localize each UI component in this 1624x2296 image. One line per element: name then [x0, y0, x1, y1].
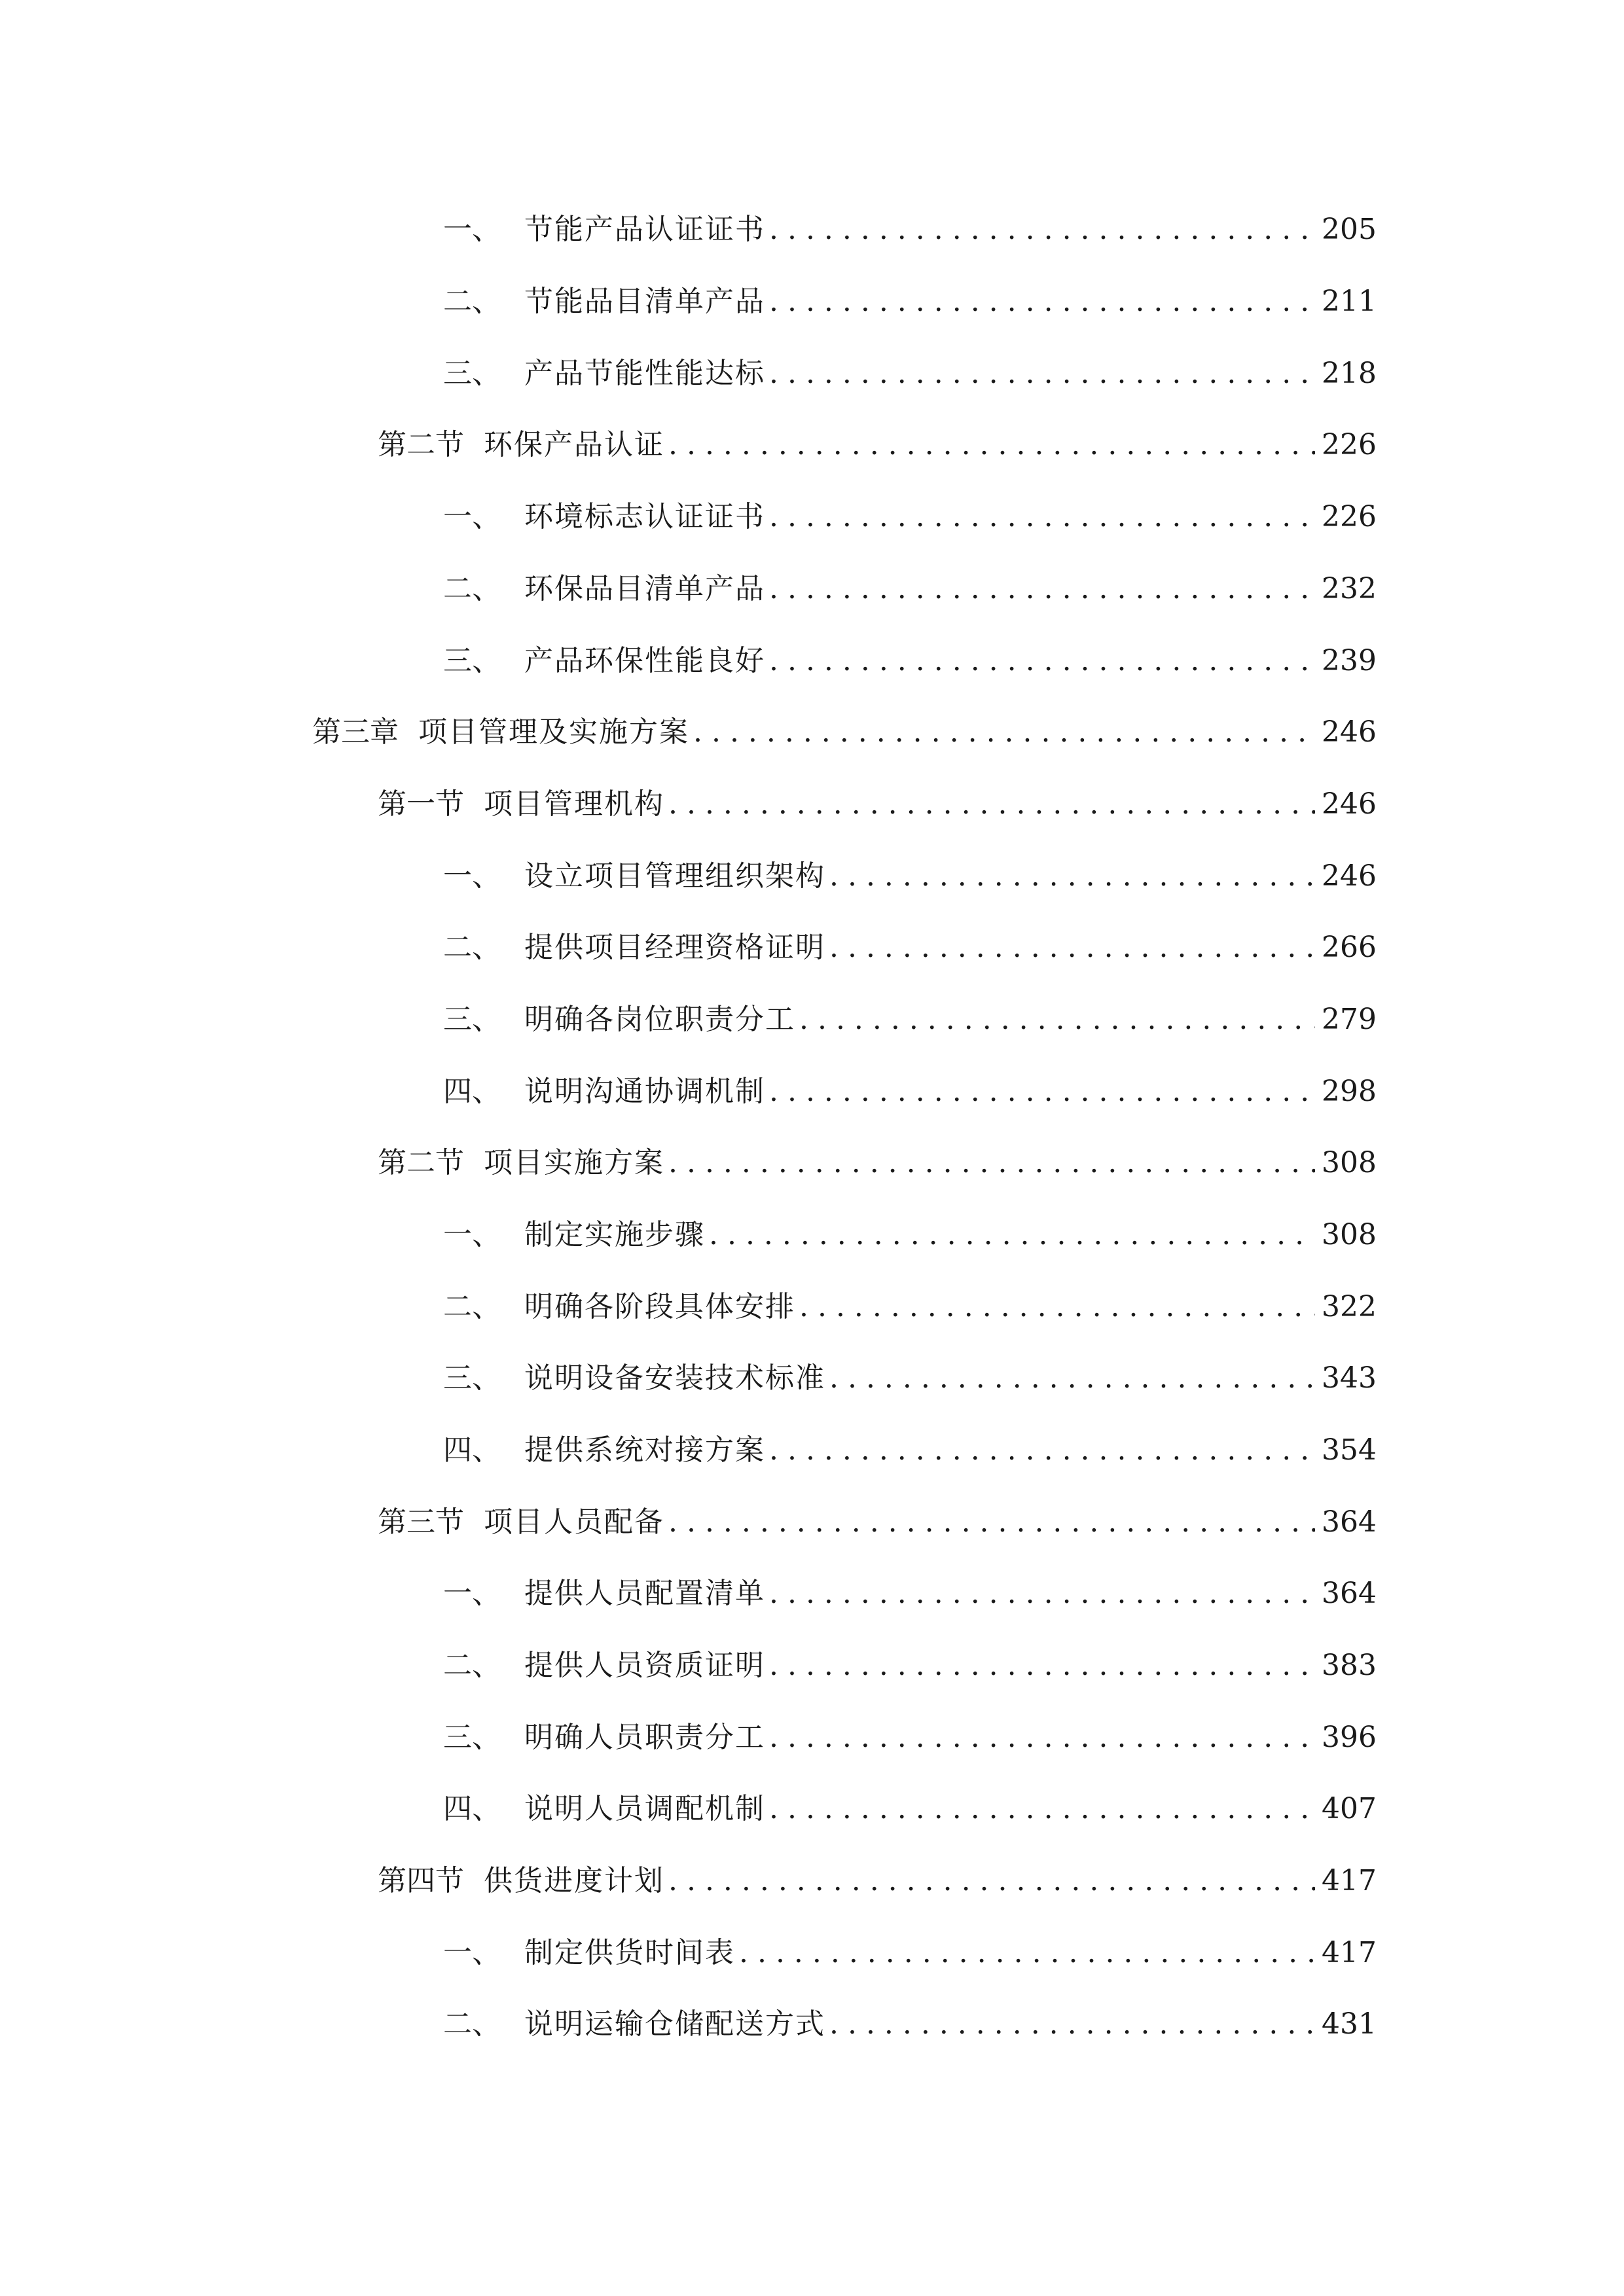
toc-entry-title: 明确各阶段具体安排	[524, 1290, 795, 1323]
toc-entry-title: 提供系统对接方案	[524, 1433, 765, 1467]
toc-entry-title: 项目管理及实施方案	[418, 715, 689, 749]
toc-entry-title: 环境标志认证证书	[524, 500, 765, 533]
toc-entry-page: 364	[1322, 1505, 1377, 1539]
toc-entry-number: 第二节	[378, 1146, 464, 1179]
toc-entry-page: 246	[1322, 715, 1377, 749]
toc-entry[interactable]	[443, 1783, 1377, 1835]
dot-leader	[769, 204, 1315, 256]
dot-leader	[829, 922, 1315, 974]
dot-leader	[799, 994, 1315, 1046]
toc-entry-page: 308	[1322, 1146, 1377, 1179]
toc-entry-number: 第二节	[378, 428, 464, 461]
toc-entry-page: 279	[1322, 1003, 1377, 1036]
dot-leader	[769, 563, 1315, 615]
dot-leader	[693, 706, 1315, 759]
toc-entry-page: 246	[1322, 859, 1377, 893]
toc-entry-page: 226	[1322, 428, 1377, 461]
toc-entry[interactable]	[443, 1927, 1377, 1979]
toc-entry-page: 354	[1322, 1433, 1377, 1467]
toc-entry-title: 节能产品认证证书	[524, 213, 765, 246]
toc-entry-number: 一、	[443, 213, 501, 246]
toc-entry[interactable]	[378, 1855, 1377, 1907]
toc-entry-title: 提供项目经理资格证明	[524, 931, 825, 964]
toc-entry-number: 三、	[443, 1003, 501, 1036]
dot-leader	[769, 1783, 1315, 1835]
toc-entry-number: 第四节	[378, 1864, 464, 1897]
dot-leader	[769, 491, 1315, 543]
toc-entry-page: 298	[1322, 1075, 1377, 1108]
toc-entry-number: 二、	[443, 1649, 501, 1682]
toc-entry[interactable]	[443, 491, 1377, 543]
toc-entry[interactable]	[378, 419, 1377, 471]
toc-entry-number: 四、	[443, 1792, 501, 1825]
toc-entry-page: 396	[1322, 1721, 1377, 1754]
toc-entry-page: 417	[1322, 1936, 1377, 1969]
toc-entry[interactable]	[443, 1640, 1377, 1692]
toc-entry[interactable]	[443, 1281, 1377, 1333]
toc-entry-title: 制定供货时间表	[524, 1936, 735, 1969]
toc-entry[interactable]	[443, 1209, 1377, 1261]
toc-entry-title: 说明运输仓储配送方式	[524, 2007, 825, 2041]
toc-entry-title: 环保产品认证	[484, 428, 664, 461]
toc-entry[interactable]	[443, 563, 1377, 615]
toc-entry-number: 第三节	[378, 1505, 464, 1539]
toc-entry-title: 产品环保性能良好	[524, 644, 765, 677]
toc-entry-page: 343	[1322, 1361, 1377, 1395]
toc-entry-number: 二、	[443, 931, 501, 964]
toc-entry[interactable]	[443, 1568, 1377, 1620]
toc-entry-page: 431	[1322, 2007, 1377, 2041]
toc-entry-title: 说明沟通协调机制	[524, 1075, 765, 1108]
dot-leader	[829, 1352, 1315, 1405]
toc-entry-page: 218	[1322, 357, 1377, 390]
toc-entry[interactable]	[378, 778, 1377, 831]
toc-entry-page: 322	[1322, 1290, 1377, 1323]
toc-entry-title: 提供人员资质证明	[524, 1649, 765, 1682]
toc-entry-title: 制定实施步骤	[524, 1218, 705, 1251]
dot-leader	[668, 1137, 1315, 1189]
dot-leader	[799, 1281, 1315, 1333]
dot-leader	[668, 419, 1315, 471]
toc-entry-page: 407	[1322, 1792, 1377, 1825]
toc-entry-page: 226	[1322, 500, 1377, 533]
toc-entry[interactable]	[443, 1424, 1377, 1477]
dot-leader	[668, 778, 1315, 831]
toc-entry-number: 二、	[443, 572, 501, 605]
toc-entry-page: 308	[1322, 1218, 1377, 1251]
toc-entry-title: 提供人员配置清单	[524, 1577, 765, 1610]
toc-entry-number: 二、	[443, 285, 501, 318]
dot-leader	[769, 1424, 1315, 1477]
toc-entry[interactable]	[443, 635, 1377, 687]
toc-entry[interactable]	[443, 1712, 1377, 1764]
toc-entry[interactable]	[443, 850, 1377, 903]
toc-entry-number: 三、	[443, 357, 501, 390]
dot-leader	[769, 1640, 1315, 1692]
toc-entry-page: 205	[1322, 213, 1377, 246]
toc-entry-number: 二、	[443, 1290, 501, 1323]
toc-entry-number: 一、	[443, 859, 501, 893]
dot-leader	[769, 635, 1315, 687]
toc-entry-title: 设立项目管理组织架构	[524, 859, 825, 893]
toc-entry-title: 产品节能性能达标	[524, 357, 765, 390]
toc-entry[interactable]	[312, 706, 1377, 759]
toc-entry-number: 三、	[443, 1361, 501, 1395]
toc-entry-number: 第三章	[312, 715, 399, 749]
dot-leader	[769, 1568, 1315, 1620]
dot-leader	[739, 1927, 1315, 1979]
toc-entry-number: 三、	[443, 1721, 501, 1754]
toc-entry-title: 项目人员配备	[484, 1505, 664, 1539]
toc-entry-number: 第一节	[378, 787, 464, 821]
toc-entry-title: 明确各岗位职责分工	[524, 1003, 795, 1036]
toc-entry[interactable]	[443, 1998, 1377, 2051]
toc-entry[interactable]	[378, 1496, 1377, 1549]
dot-leader	[769, 1066, 1315, 1118]
toc-entry-number: 一、	[443, 500, 501, 533]
dot-leader	[829, 1998, 1315, 2051]
toc-entry[interactable]	[378, 1137, 1377, 1189]
toc-entry-title: 明确人员职责分工	[524, 1721, 765, 1754]
toc-entry-page: 239	[1322, 644, 1377, 677]
toc-entry-number: 四、	[443, 1433, 501, 1467]
dot-leader	[668, 1496, 1315, 1549]
toc-entry-page: 211	[1322, 285, 1377, 318]
toc-entry[interactable]	[443, 1352, 1377, 1405]
toc-entry[interactable]	[443, 994, 1377, 1046]
dot-leader	[769, 276, 1315, 328]
toc-entry-number: 三、	[443, 644, 501, 677]
toc-entry[interactable]	[443, 204, 1377, 256]
toc-entry-number: 一、	[443, 1577, 501, 1610]
toc-entry-page: 383	[1322, 1649, 1377, 1682]
dot-leader	[709, 1209, 1315, 1261]
toc-entry-number: 二、	[443, 2007, 501, 2041]
dot-leader	[769, 1712, 1315, 1764]
toc-entry-title: 供货进度计划	[484, 1864, 664, 1897]
toc-entry[interactable]	[443, 348, 1377, 400]
dot-leader	[668, 1855, 1315, 1907]
toc-entry-number: 一、	[443, 1936, 501, 1969]
toc-entry-title: 环保品目清单产品	[524, 572, 765, 605]
toc-entry[interactable]	[443, 1066, 1377, 1118]
dot-leader	[829, 850, 1315, 903]
toc-entry-page: 364	[1322, 1577, 1377, 1610]
toc-entry-number: 四、	[443, 1075, 501, 1108]
toc-entry-title: 节能品目清单产品	[524, 285, 765, 318]
toc-entry-page: 232	[1322, 572, 1377, 605]
toc-entry-page: 246	[1322, 787, 1377, 821]
dot-leader	[769, 348, 1315, 400]
toc-entry-title: 项目实施方案	[484, 1146, 664, 1179]
toc-entry-title: 项目管理机构	[484, 787, 664, 821]
toc-entry-title: 说明设备安装技术标准	[524, 1361, 825, 1395]
toc-entry[interactable]	[443, 922, 1377, 974]
toc-entry-number: 一、	[443, 1218, 501, 1251]
toc-entry-page: 417	[1322, 1864, 1377, 1897]
toc-entry[interactable]	[443, 276, 1377, 328]
toc-entry-title: 说明人员调配机制	[524, 1792, 765, 1825]
toc-entry-page: 266	[1322, 931, 1377, 964]
